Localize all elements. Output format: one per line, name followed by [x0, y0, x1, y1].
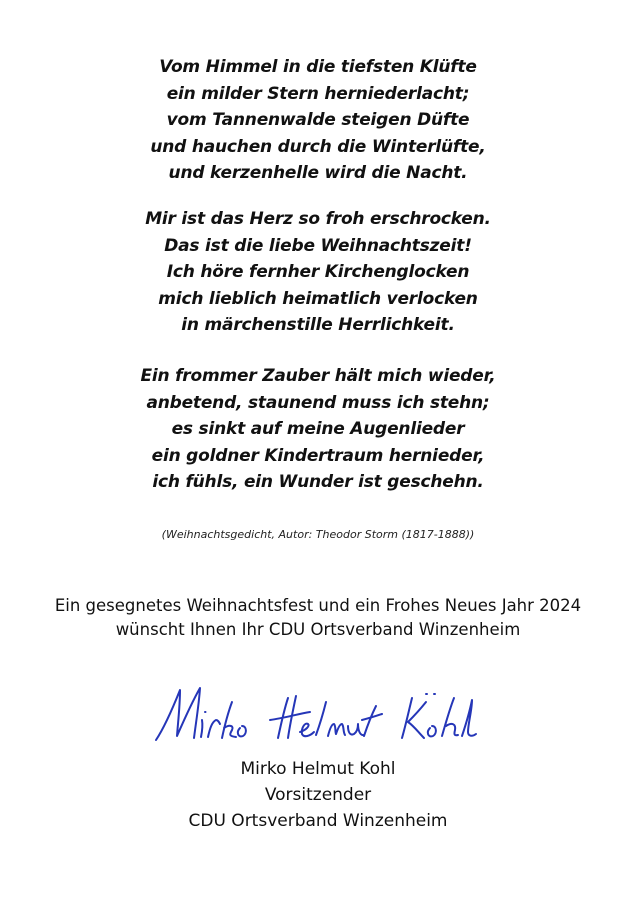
signature-stroke — [428, 726, 436, 736]
greeting-line: Ein gesegnetes Weihnachtsfest und ein Frohes Neues Jahr 2024 — [54, 596, 582, 615]
signature-stroke — [402, 698, 426, 738]
poem-line: Ein frommer Zauber hält mich wieder, — [140, 366, 496, 386]
signature-stroke — [156, 688, 200, 740]
poem-line: Vom Himmel in die tiefsten Klüfte — [159, 57, 477, 77]
signature-stroke — [300, 724, 314, 737]
poem-line: ein milder Stern herniederlacht; — [166, 83, 470, 104]
signature-stroke — [208, 720, 220, 737]
signature-strokes — [156, 688, 476, 740]
poem-stanza-3 — [0, 363, 636, 496]
signature-stroke — [201, 712, 206, 737]
poem-attribution: (Weihnachtsgedicht, Autor: Theodor Storm (1817-1888)) — [161, 528, 475, 541]
signature-stroke — [328, 724, 345, 736]
signature-stroke — [462, 700, 476, 736]
poem-line: es sinkt auf meine Augenlieder — [171, 419, 465, 439]
poem-line: und kerzenhelle wird die Nacht. — [168, 163, 468, 183]
signer-name: Mirko Helmut Kohl — [240, 759, 396, 779]
greeting-text — [0, 594, 636, 642]
greeting-line: wünscht Ihnen Ihr CDU Ortsverband Winzenheim — [115, 620, 521, 639]
poem-line: Das ist die liebe Weihnachtszeit! — [164, 235, 472, 256]
signer-block — [0, 756, 636, 834]
poem-line: Mir ist das Herz so froh erschrocken. — [145, 209, 491, 229]
poem-line: ein goldner Kindertraum hernieder, — [151, 445, 485, 466]
poem-line: mich lieblich heimatlich verlocken — [158, 288, 478, 309]
signature-stroke — [442, 698, 458, 736]
signature-stroke — [238, 726, 246, 736]
signature-stroke — [222, 702, 236, 738]
signature-stroke — [348, 724, 364, 735]
signature-stroke — [316, 702, 326, 735]
handwritten-signature — [150, 680, 480, 750]
signer-role: Vorsitzender — [264, 785, 372, 805]
signature-stroke — [362, 706, 382, 736]
poem-line: und hauchen durch die Winterlüfte, — [150, 136, 486, 157]
poem-stanza-2 — [0, 206, 636, 339]
poem-line: anbetend, staunend muss ich stehn; — [146, 392, 490, 413]
poem-line: ich fühls, ein Wunder ist geschehn. — [152, 472, 484, 492]
poem-line: Ich höre fernher Kirchenglocken — [166, 262, 470, 282]
signer-organization: CDU Ortsverband Winzenheim — [188, 811, 448, 831]
poem-line: vom Tannenwalde steigen Düfte — [166, 110, 470, 130]
poem-stanza-1 — [0, 54, 636, 187]
poem-line: in märchenstille Herrlichkeit. — [181, 315, 455, 335]
signature-stroke — [270, 696, 310, 738]
